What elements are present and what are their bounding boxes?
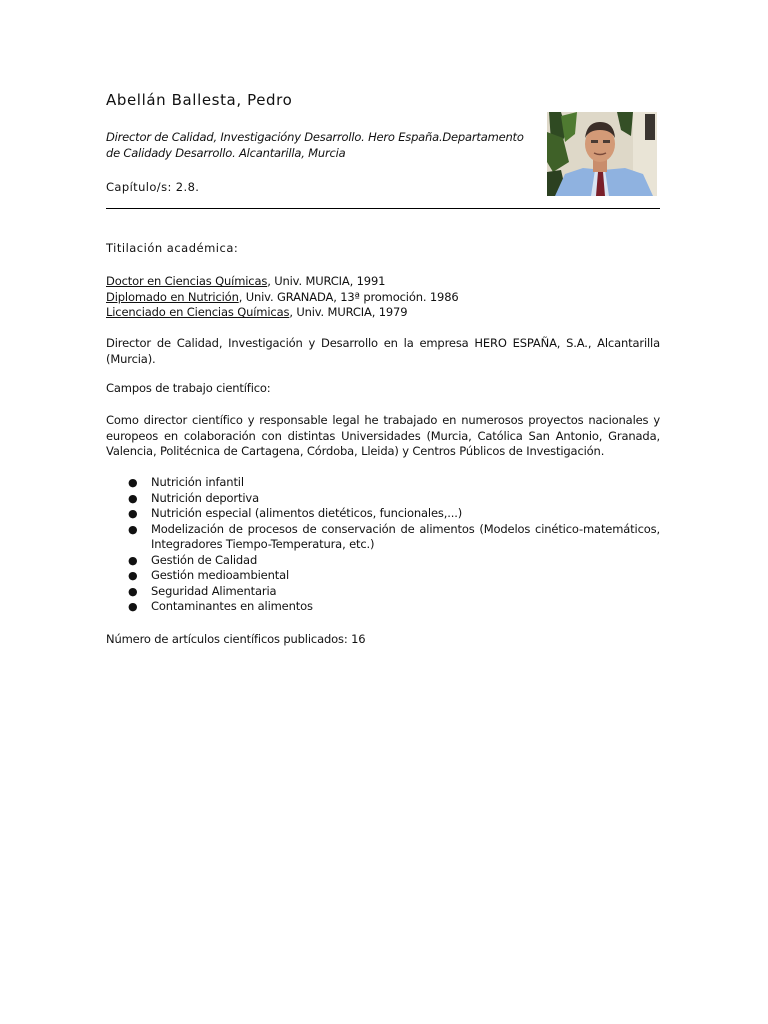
list-item: [106, 475, 660, 491]
list-item-text: Seguridad Alimentaria: [151, 583, 277, 598]
list-item-text: Nutrición infantil: [151, 475, 244, 489]
degree-item: [106, 290, 660, 306]
author-photo: [547, 112, 657, 196]
bullet-icon: ●: [128, 476, 138, 489]
list-item: [106, 506, 660, 522]
author-affiliation: Director de Calidad, Investigacióny Desarrollo. Hero España.Departamento de Calidady Desarrollo. Alcantarilla, Murcia: [106, 130, 524, 160]
degree-detail: , Univ. MURCIA, 1979: [289, 305, 408, 319]
current-position: Director de Calidad, Investigación y Desarrollo en la empresa HERO ESPAÑA, S.A., Alcantarilla (Murcia).: [106, 336, 660, 366]
list-item-text: Gestión de Calidad: [151, 552, 258, 567]
bullet-icon: ●: [128, 569, 138, 582]
list-item: [106, 568, 660, 584]
fields-intro: Como director científico y responsable legal he trabajado en numerosos proyectos nacionales y europeos en colaboración con distintas Universidades (Murcia, Católica San Antonio, Granada, Valencia, Politécnica de Cartagena, Córdoba, Lleida) y Centros Públicos de Investigación.: [106, 413, 660, 458]
list-item: [106, 553, 660, 569]
degree-title: Diplomado en Nutrición: [106, 289, 239, 304]
degree-item: [106, 305, 660, 321]
bullet-icon: ●: [128, 584, 138, 598]
degree-list: [106, 274, 660, 321]
list-item-text: Modelización de procesos de conservación de alimentos (Modelos cinético-matemáticos, Integradores Tiempo-Temperatura, etc.): [151, 521, 660, 551]
bullet-icon: ●: [128, 600, 138, 613]
academic-heading: Titilación académica:: [106, 241, 239, 255]
list-item-text: Nutrición especial (alimentos dietéticos, funcionales,...): [151, 506, 463, 520]
list-item-text: Nutrición deportiva: [151, 490, 259, 505]
author-name: Abellán Ballesta, Pedro: [106, 91, 293, 109]
list-item-text: Gestión medioambiental: [151, 568, 290, 582]
fields-heading: Campos de trabajo científico:: [106, 381, 271, 395]
list-item-text: Contaminantes en alimentos: [151, 599, 313, 613]
degree-title: Licenciado en Ciencias Químicas: [106, 305, 290, 319]
fields-list: [106, 475, 660, 615]
bullet-icon: ●: [128, 522, 138, 536]
bullet-icon: ●: [128, 491, 138, 505]
degree-item: [106, 274, 660, 290]
bullet-icon: ●: [128, 553, 138, 567]
list-item: [106, 584, 660, 600]
degree-detail: , Univ. MURCIA, 1991: [267, 274, 386, 288]
header-divider: [106, 208, 660, 209]
list-item: [106, 522, 660, 553]
articles-count: Número de artículos científicos publicados: 16: [106, 632, 366, 646]
degree-title: Doctor en Ciencias Químicas: [106, 274, 268, 288]
list-item: [106, 599, 660, 615]
degree-detail: , Univ. GRANADA, 13ª promoción. 1986: [238, 289, 459, 304]
bullet-icon: ●: [128, 507, 138, 520]
chapter-reference: Capítulo/s: 2.8.: [106, 180, 200, 194]
list-item: [106, 491, 660, 507]
